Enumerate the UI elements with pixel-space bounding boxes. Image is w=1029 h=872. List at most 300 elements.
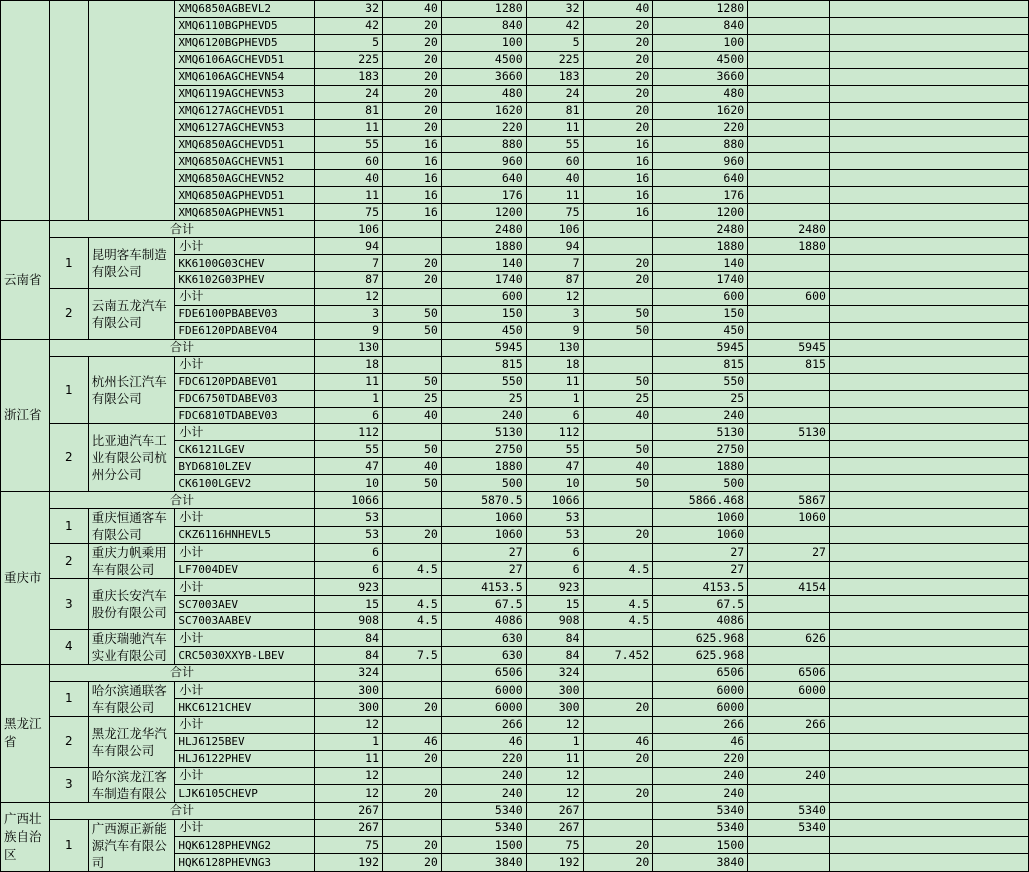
empty-cell[interactable]: [383, 544, 442, 562]
empty-cell[interactable]: [829, 629, 1028, 647]
cell-value[interactable]: 10: [526, 475, 583, 492]
cell-value[interactable]: 20: [383, 85, 442, 102]
cell-value[interactable]: 106: [526, 221, 583, 238]
empty-cell[interactable]: [1, 1, 50, 221]
cell-value[interactable]: 6: [315, 561, 383, 579]
cell-value[interactable]: 960: [441, 153, 526, 170]
cell-value[interactable]: 240: [441, 407, 526, 424]
model-code[interactable]: XMQ6127AGCHEVD51: [175, 102, 315, 119]
cell-value[interactable]: 220: [653, 119, 748, 136]
empty-cell[interactable]: [748, 373, 830, 390]
cell-value[interactable]: 3660: [653, 68, 748, 85]
cell-value[interactable]: 3840: [441, 854, 526, 871]
cell-value[interactable]: 12: [315, 288, 383, 305]
cell-value[interactable]: 67.5: [653, 596, 748, 613]
cell-value[interactable]: 20: [383, 68, 442, 85]
model-code[interactable]: FDE6120PDABEV04: [175, 322, 315, 339]
empty-cell[interactable]: [829, 272, 1028, 289]
model-code[interactable]: CK6121LGEV: [175, 441, 315, 458]
cell-value[interactable]: 20: [583, 272, 653, 289]
empty-cell[interactable]: [748, 51, 830, 68]
cell-value[interactable]: 84: [526, 647, 583, 665]
cell-value[interactable]: 150: [653, 305, 748, 322]
cell-value[interactable]: 4500: [653, 51, 748, 68]
model-code[interactable]: SC7003AEV: [175, 596, 315, 613]
cell-value[interactable]: 42: [315, 17, 383, 34]
empty-cell[interactable]: [829, 204, 1028, 221]
empty-cell[interactable]: [829, 492, 1028, 509]
empty-cell[interactable]: [748, 750, 830, 767]
cell-value[interactable]: 94: [526, 238, 583, 255]
cell-value[interactable]: 12: [526, 767, 583, 785]
cell-value[interactable]: 6: [526, 407, 583, 424]
cell-value[interactable]: 1066: [315, 492, 383, 509]
cell-value[interactable]: 20: [583, 836, 653, 853]
cell-value[interactable]: 40: [526, 170, 583, 187]
model-code[interactable]: XMQ6106AGCHEVN54: [175, 68, 315, 85]
empty-cell[interactable]: [829, 819, 1028, 836]
model-code[interactable]: XMQ6110BGPHEVD5: [175, 17, 315, 34]
cell-value[interactable]: 11: [526, 750, 583, 767]
cell-value[interactable]: 87: [315, 272, 383, 289]
cell-value[interactable]: 20: [583, 854, 653, 871]
cell-value[interactable]: 20: [583, 255, 653, 272]
cell-value[interactable]: 12: [315, 716, 383, 733]
empty-cell[interactable]: [383, 492, 442, 509]
empty-cell[interactable]: [748, 613, 830, 630]
cell-value[interactable]: 50: [383, 475, 442, 492]
cell-value[interactable]: 11: [526, 119, 583, 136]
cell-value[interactable]: 7: [526, 255, 583, 272]
model-code[interactable]: LF7004DEV: [175, 561, 315, 579]
empty-cell[interactable]: [583, 629, 653, 647]
cell-value[interactable]: 55: [315, 136, 383, 153]
cell-value[interactable]: 11: [526, 187, 583, 204]
model-code[interactable]: HLJ6125BEV: [175, 733, 315, 750]
cell-value[interactable]: 60: [315, 153, 383, 170]
empty-cell[interactable]: [583, 819, 653, 836]
cell-value[interactable]: 5: [526, 34, 583, 51]
cell-value[interactable]: 480: [441, 85, 526, 102]
cell-value[interactable]: 55: [526, 441, 583, 458]
cell-value[interactable]: 324: [315, 664, 383, 681]
cell-value[interactable]: 130: [526, 339, 583, 356]
cell-value[interactable]: 11: [315, 119, 383, 136]
cell-value[interactable]: 1280: [441, 1, 526, 18]
cell-value[interactable]: 25: [653, 390, 748, 407]
model-code[interactable]: HQK6128PHEVNG2: [175, 836, 315, 853]
cell-value[interactable]: 24: [315, 85, 383, 102]
cell-value[interactable]: 20: [383, 785, 442, 803]
empty-cell[interactable]: [748, 204, 830, 221]
empty-cell[interactable]: [583, 238, 653, 255]
model-code[interactable]: XMQ6106AGCHEVD51: [175, 51, 315, 68]
model-code[interactable]: XMQ6850AGBEVL2: [175, 1, 315, 18]
cell-value[interactable]: 480: [653, 85, 748, 102]
cell-value[interactable]: 16: [383, 204, 442, 221]
model-code[interactable]: XMQ6850AGCHEVD51: [175, 136, 315, 153]
cell-value[interactable]: 112: [526, 424, 583, 441]
cell-value[interactable]: 266: [653, 716, 748, 733]
empty-cell[interactable]: [829, 373, 1028, 390]
cell-value[interactable]: 267: [526, 802, 583, 819]
model-code[interactable]: FDC6810TDABEV03: [175, 407, 315, 424]
empty-cell[interactable]: [383, 819, 442, 836]
cell-value[interactable]: 20: [583, 699, 653, 717]
empty-cell[interactable]: [583, 544, 653, 562]
cell-value[interactable]: 2750: [441, 441, 526, 458]
cell-value[interactable]: 40: [583, 458, 653, 475]
cell-value[interactable]: 18: [315, 356, 383, 373]
empty-cell[interactable]: [748, 68, 830, 85]
cell-value[interactable]: 32: [526, 1, 583, 18]
cell-value[interactable]: 923: [526, 579, 583, 596]
empty-cell[interactable]: [748, 1, 830, 18]
cell-value[interactable]: 1060: [653, 509, 748, 527]
cell-value[interactable]: 20: [383, 34, 442, 51]
cell-value[interactable]: 27: [748, 544, 830, 562]
model-code[interactable]: SC7003AABEV: [175, 613, 315, 630]
cell-value[interactable]: 2480: [653, 221, 748, 238]
cell-value[interactable]: 450: [441, 322, 526, 339]
empty-cell[interactable]: [829, 561, 1028, 579]
cell-value[interactable]: 53: [526, 526, 583, 544]
cell-value[interactable]: 106: [315, 221, 383, 238]
empty-cell[interactable]: [748, 255, 830, 272]
cell-value[interactable]: 20: [383, 255, 442, 272]
empty-cell[interactable]: [748, 785, 830, 803]
cell-value[interactable]: 240: [653, 785, 748, 803]
model-code[interactable]: KK6102G03PHEV: [175, 272, 315, 289]
cell-value[interactable]: 267: [315, 802, 383, 819]
cell-value[interactable]: 20: [583, 17, 653, 34]
cell-value[interactable]: 1740: [653, 272, 748, 289]
empty-cell[interactable]: [748, 170, 830, 187]
cell-value[interactable]: 9: [315, 322, 383, 339]
cell-value[interactable]: 225: [526, 51, 583, 68]
cell-value[interactable]: 220: [441, 750, 526, 767]
empty-cell[interactable]: [383, 802, 442, 819]
cell-value[interactable]: 240: [748, 767, 830, 785]
cell-value[interactable]: 11: [315, 187, 383, 204]
empty-cell[interactable]: [748, 17, 830, 34]
cell-value[interactable]: 3: [526, 305, 583, 322]
empty-cell[interactable]: [829, 509, 1028, 527]
cell-value[interactable]: 94: [315, 238, 383, 255]
cell-value[interactable]: 100: [653, 34, 748, 51]
empty-cell[interactable]: [583, 681, 653, 699]
empty-cell[interactable]: [748, 733, 830, 750]
model-code[interactable]: CRC5030XXYB-LBEV: [175, 647, 315, 665]
empty-cell[interactable]: [748, 85, 830, 102]
cell-value[interactable]: 5340: [748, 819, 830, 836]
cell-value[interactable]: 20: [583, 750, 653, 767]
empty-cell[interactable]: [383, 339, 442, 356]
cell-value[interactable]: 6506: [441, 664, 526, 681]
cell-value[interactable]: 240: [441, 785, 526, 803]
empty-cell[interactable]: [829, 802, 1028, 819]
empty-cell[interactable]: [829, 836, 1028, 853]
cell-value[interactable]: 46: [441, 733, 526, 750]
cell-value[interactable]: 10: [315, 475, 383, 492]
empty-cell[interactable]: [748, 699, 830, 717]
empty-cell[interactable]: [829, 767, 1028, 785]
empty-cell[interactable]: [748, 836, 830, 853]
empty-cell[interactable]: [829, 305, 1028, 322]
cell-value[interactable]: 815: [441, 356, 526, 373]
empty-cell[interactable]: [583, 221, 653, 238]
cell-value[interactable]: 600: [441, 288, 526, 305]
cell-value[interactable]: 81: [526, 102, 583, 119]
empty-cell[interactable]: [829, 441, 1028, 458]
cell-value[interactable]: 1880: [653, 238, 748, 255]
cell-value[interactable]: 5340: [748, 802, 830, 819]
cell-value[interactable]: 25: [383, 390, 442, 407]
cell-value[interactable]: 46: [383, 733, 442, 750]
cell-value[interactable]: 815: [748, 356, 830, 373]
empty-cell[interactable]: [829, 579, 1028, 596]
empty-cell[interactable]: [583, 664, 653, 681]
cell-value[interactable]: 550: [653, 373, 748, 390]
cell-value[interactable]: 20: [383, 272, 442, 289]
cell-value[interactable]: 908: [526, 613, 583, 630]
empty-cell[interactable]: [748, 187, 830, 204]
cell-value[interactable]: 2480: [748, 221, 830, 238]
cell-value[interactable]: 300: [526, 681, 583, 699]
empty-cell[interactable]: [829, 153, 1028, 170]
model-code[interactable]: XMQ6120BGPHEVD5: [175, 34, 315, 51]
cell-value[interactable]: 84: [315, 629, 383, 647]
empty-cell[interactable]: [829, 1, 1028, 18]
cell-value[interactable]: 6000: [441, 681, 526, 699]
empty-cell[interactable]: [748, 647, 830, 665]
cell-value[interactable]: 220: [653, 750, 748, 767]
empty-cell[interactable]: [748, 119, 830, 136]
cell-value[interactable]: 84: [315, 647, 383, 665]
cell-value[interactable]: 625.968: [653, 629, 748, 647]
cell-value[interactable]: 15: [315, 596, 383, 613]
cell-value[interactable]: 75: [315, 204, 383, 221]
empty-cell[interactable]: [748, 561, 830, 579]
empty-cell[interactable]: [383, 579, 442, 596]
cell-value[interactable]: 7.5: [383, 647, 442, 665]
cell-value[interactable]: 27: [441, 561, 526, 579]
empty-cell[interactable]: [583, 288, 653, 305]
cell-value[interactable]: 20: [583, 34, 653, 51]
cell-value[interactable]: 20: [383, 119, 442, 136]
empty-cell[interactable]: [829, 17, 1028, 34]
cell-value[interactable]: 1066: [526, 492, 583, 509]
empty-cell[interactable]: [383, 424, 442, 441]
empty-cell[interactable]: [829, 750, 1028, 767]
empty-cell[interactable]: [748, 407, 830, 424]
cell-value[interactable]: 20: [383, 836, 442, 853]
cell-value[interactable]: 20: [583, 85, 653, 102]
cell-value[interactable]: 20: [583, 102, 653, 119]
cell-value[interactable]: 11: [315, 750, 383, 767]
cell-value[interactable]: 27: [653, 561, 748, 579]
cell-value[interactable]: 5867: [748, 492, 830, 509]
empty-cell[interactable]: [829, 102, 1028, 119]
cell-value[interactable]: 5340: [653, 819, 748, 836]
cell-value[interactable]: 53: [526, 509, 583, 527]
cell-value[interactable]: 3660: [441, 68, 526, 85]
cell-value[interactable]: 267: [315, 819, 383, 836]
cell-value[interactable]: 266: [748, 716, 830, 733]
cell-value[interactable]: 880: [441, 136, 526, 153]
cell-value[interactable]: 55: [526, 136, 583, 153]
empty-cell[interactable]: [829, 424, 1028, 441]
cell-value[interactable]: 84: [526, 629, 583, 647]
cell-value[interactable]: 550: [441, 373, 526, 390]
cell-value[interactable]: 6: [315, 407, 383, 424]
cell-value[interactable]: 6: [526, 544, 583, 562]
cell-value[interactable]: 4154: [748, 579, 830, 596]
empty-cell[interactable]: [748, 305, 830, 322]
cell-value[interactable]: 300: [315, 699, 383, 717]
cell-value[interactable]: 600: [653, 288, 748, 305]
cell-value[interactable]: 1: [315, 390, 383, 407]
cell-value[interactable]: 600: [748, 288, 830, 305]
cell-value[interactable]: 53: [315, 509, 383, 527]
cell-value[interactable]: 1: [526, 733, 583, 750]
cell-value[interactable]: 16: [383, 187, 442, 204]
cell-value[interactable]: 5340: [441, 802, 526, 819]
empty-cell[interactable]: [829, 136, 1028, 153]
empty-cell[interactable]: [583, 424, 653, 441]
empty-cell[interactable]: [829, 664, 1028, 681]
cell-value[interactable]: 5130: [748, 424, 830, 441]
cell-value[interactable]: 6506: [748, 664, 830, 681]
empty-cell[interactable]: [829, 187, 1028, 204]
cell-value[interactable]: 4.5: [583, 596, 653, 613]
cell-value[interactable]: 625.968: [653, 647, 748, 665]
empty-cell[interactable]: [829, 613, 1028, 630]
cell-value[interactable]: 1500: [441, 836, 526, 853]
cell-value[interactable]: 1060: [748, 509, 830, 527]
cell-value[interactable]: 16: [583, 153, 653, 170]
cell-value[interactable]: 112: [315, 424, 383, 441]
empty-cell[interactable]: [829, 733, 1028, 750]
cell-value[interactable]: 4500: [441, 51, 526, 68]
model-code[interactable]: BYD6810LZEV: [175, 458, 315, 475]
cell-value[interactable]: 50: [383, 305, 442, 322]
empty-cell[interactable]: [829, 85, 1028, 102]
cell-value[interactable]: 16: [383, 153, 442, 170]
cell-value[interactable]: 20: [583, 68, 653, 85]
cell-value[interactable]: 60: [526, 153, 583, 170]
cell-value[interactable]: 100: [441, 34, 526, 51]
empty-cell[interactable]: [829, 785, 1028, 803]
empty-cell[interactable]: [829, 596, 1028, 613]
cell-value[interactable]: 40: [383, 1, 442, 18]
empty-cell[interactable]: [829, 458, 1028, 475]
cell-value[interactable]: 6000: [653, 699, 748, 717]
cell-value[interactable]: 12: [315, 785, 383, 803]
cell-value[interactable]: 46: [583, 733, 653, 750]
empty-cell[interactable]: [829, 288, 1028, 305]
cell-value[interactable]: 5130: [441, 424, 526, 441]
cell-value[interactable]: 2750: [653, 441, 748, 458]
empty-cell[interactable]: [829, 68, 1028, 85]
empty-cell[interactable]: [748, 153, 830, 170]
cell-value[interactable]: 1880: [441, 238, 526, 255]
empty-cell[interactable]: [583, 579, 653, 596]
cell-value[interactable]: 11: [315, 373, 383, 390]
cell-value[interactable]: 630: [441, 647, 526, 665]
cell-value[interactable]: 4.5: [383, 613, 442, 630]
empty-cell[interactable]: [88, 1, 175, 221]
cell-value[interactable]: 6: [315, 544, 383, 562]
cell-value[interactable]: 640: [441, 170, 526, 187]
empty-cell[interactable]: [829, 221, 1028, 238]
cell-value[interactable]: 880: [653, 136, 748, 153]
cell-value[interactable]: 75: [526, 204, 583, 221]
cell-value[interactable]: 15: [526, 596, 583, 613]
cell-value[interactable]: 20: [583, 785, 653, 803]
cell-value[interactable]: 50: [383, 322, 442, 339]
cell-value[interactable]: 960: [653, 153, 748, 170]
empty-cell[interactable]: [49, 1, 88, 221]
cell-value[interactable]: 4.5: [583, 561, 653, 579]
empty-cell[interactable]: [829, 238, 1028, 255]
cell-value[interactable]: 6000: [748, 681, 830, 699]
cell-value[interactable]: 5945: [653, 339, 748, 356]
model-code[interactable]: XMQ6850AGPHEVN51: [175, 204, 315, 221]
cell-value[interactable]: 5945: [441, 339, 526, 356]
cell-value[interactable]: 20: [383, 51, 442, 68]
empty-cell[interactable]: [748, 390, 830, 407]
cell-value[interactable]: 1: [526, 390, 583, 407]
cell-value[interactable]: 183: [315, 68, 383, 85]
cell-value[interactable]: 1280: [653, 1, 748, 18]
cell-value[interactable]: 176: [653, 187, 748, 204]
cell-value[interactable]: 2480: [441, 221, 526, 238]
cell-value[interactable]: 40: [315, 170, 383, 187]
empty-cell[interactable]: [829, 526, 1028, 544]
cell-value[interactable]: 40: [383, 458, 442, 475]
cell-value[interactable]: 140: [441, 255, 526, 272]
cell-value[interactable]: 20: [383, 17, 442, 34]
model-code[interactable]: CK6100LGEV2: [175, 475, 315, 492]
cell-value[interactable]: 1880: [653, 458, 748, 475]
empty-cell[interactable]: [829, 390, 1028, 407]
cell-value[interactable]: 176: [441, 187, 526, 204]
cell-value[interactable]: 27: [653, 544, 748, 562]
empty-cell[interactable]: [583, 767, 653, 785]
cell-value[interactable]: 9: [526, 322, 583, 339]
cell-value[interactable]: 12: [526, 288, 583, 305]
cell-value[interactable]: 20: [383, 102, 442, 119]
cell-value[interactable]: 4.5: [583, 613, 653, 630]
empty-cell[interactable]: [748, 322, 830, 339]
empty-cell[interactable]: [829, 170, 1028, 187]
cell-value[interactable]: 300: [526, 699, 583, 717]
model-code[interactable]: XMQ6850AGCHEVN52: [175, 170, 315, 187]
cell-value[interactable]: 20: [583, 526, 653, 544]
cell-value[interactable]: 24: [526, 85, 583, 102]
cell-value[interactable]: 20: [383, 699, 442, 717]
cell-value[interactable]: 192: [315, 854, 383, 871]
empty-cell[interactable]: [829, 51, 1028, 68]
empty-cell[interactable]: [829, 699, 1028, 717]
empty-cell[interactable]: [748, 102, 830, 119]
cell-value[interactable]: 908: [315, 613, 383, 630]
cell-value[interactable]: 4086: [653, 613, 748, 630]
cell-value[interactable]: 630: [441, 629, 526, 647]
cell-value[interactable]: 46: [653, 733, 748, 750]
empty-cell[interactable]: [383, 664, 442, 681]
